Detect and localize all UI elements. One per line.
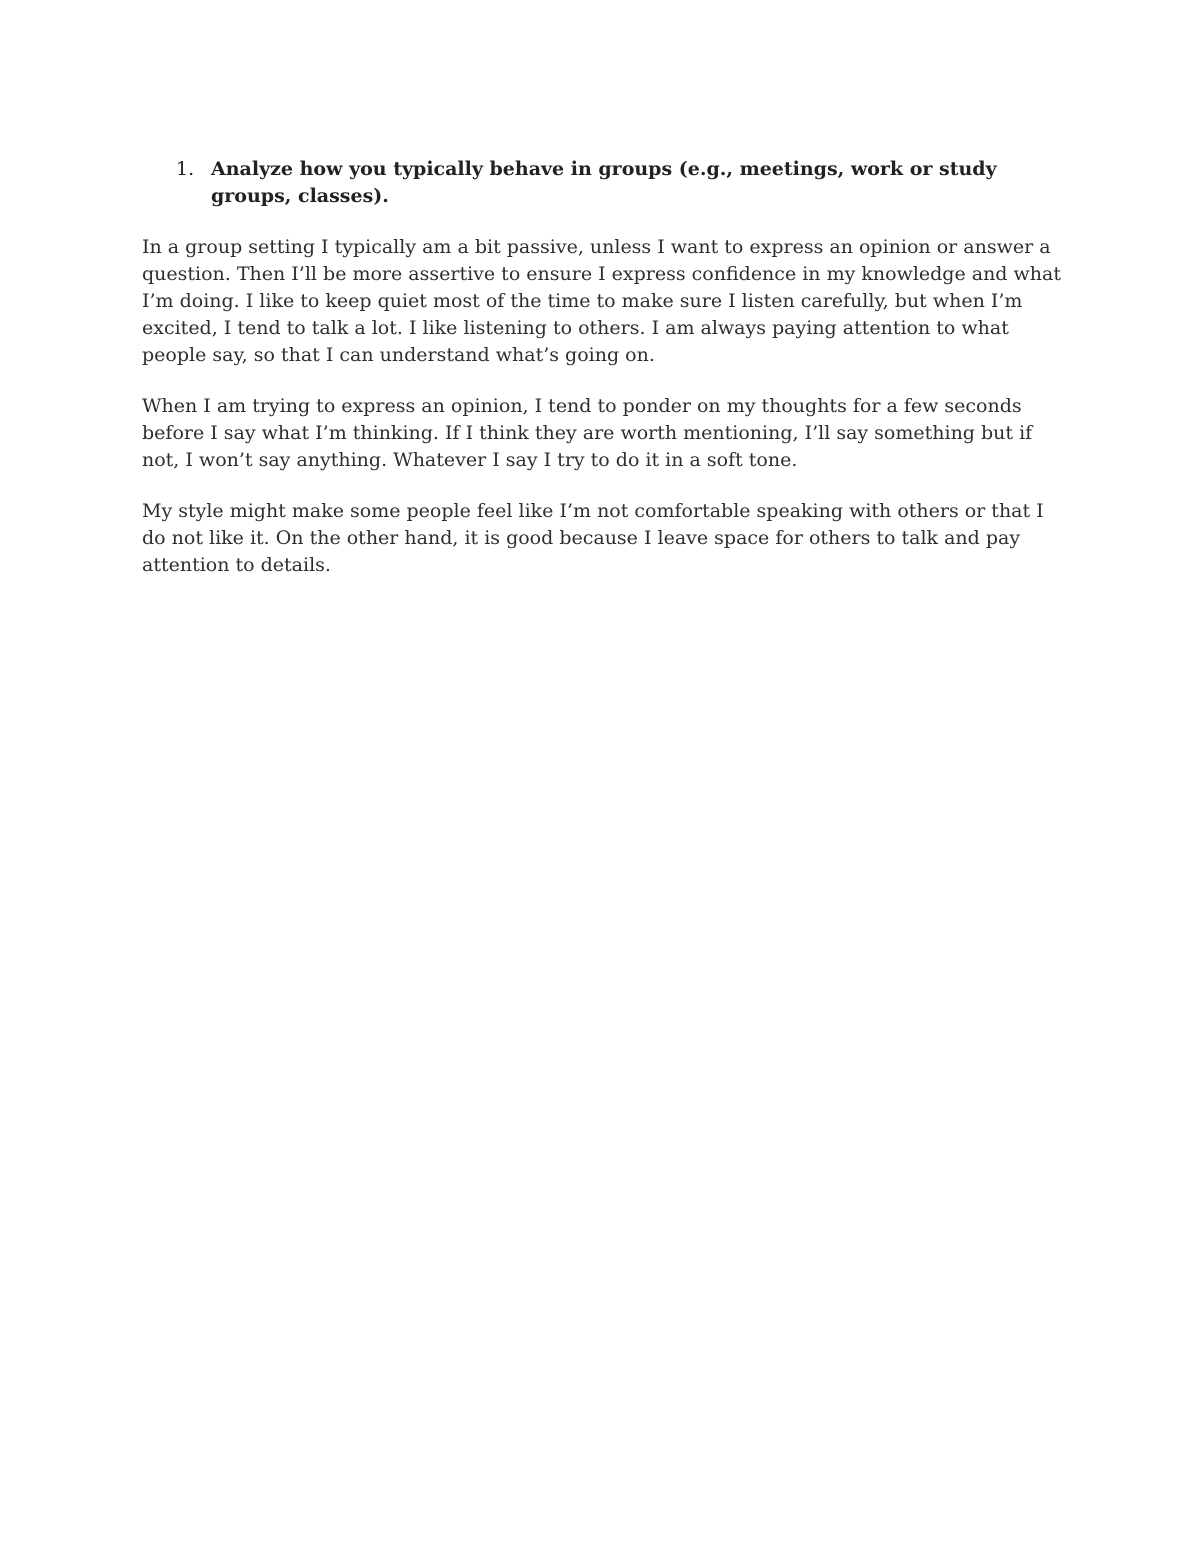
- answer-paragraph-3: My style might make some people feel like I’m not comfortable speaking with others or that I do not like it. On the other hand, it is good because I leave space for others to talk and pay attention to details.: [142, 500, 1044, 576]
- question-item: [142, 156, 1062, 210]
- answer-paragraph-1: In a group setting I typically am a bit passive, unless I want to express an opinion or answer a question. Then I’ll be more assertive to ensure I express confidence in my knowledge and what I’m doing. I like to keep quiet most of the time to make sure I listen carefully, but when I’m excited, I tend to talk a lot. I like listening to others. I am always paying attention to what people say, so that I can understand what’s going on.: [142, 236, 1061, 366]
- answer-paragraph-2: When I am trying to express an opinion, I tend to ponder on my thoughts for a few seconds before I say what I’m thinking. If I think they are worth mentioning, I’ll say something but if not, I won’t say anything. Whatever I say I try to do it in a soft tone.: [142, 395, 1033, 471]
- document-body: [142, 156, 1062, 603]
- question-text: Analyze how you typically behave in groups (e.g., meetings, work or study groups, classes).: [211, 158, 997, 207]
- question-number: 1.: [176, 158, 195, 180]
